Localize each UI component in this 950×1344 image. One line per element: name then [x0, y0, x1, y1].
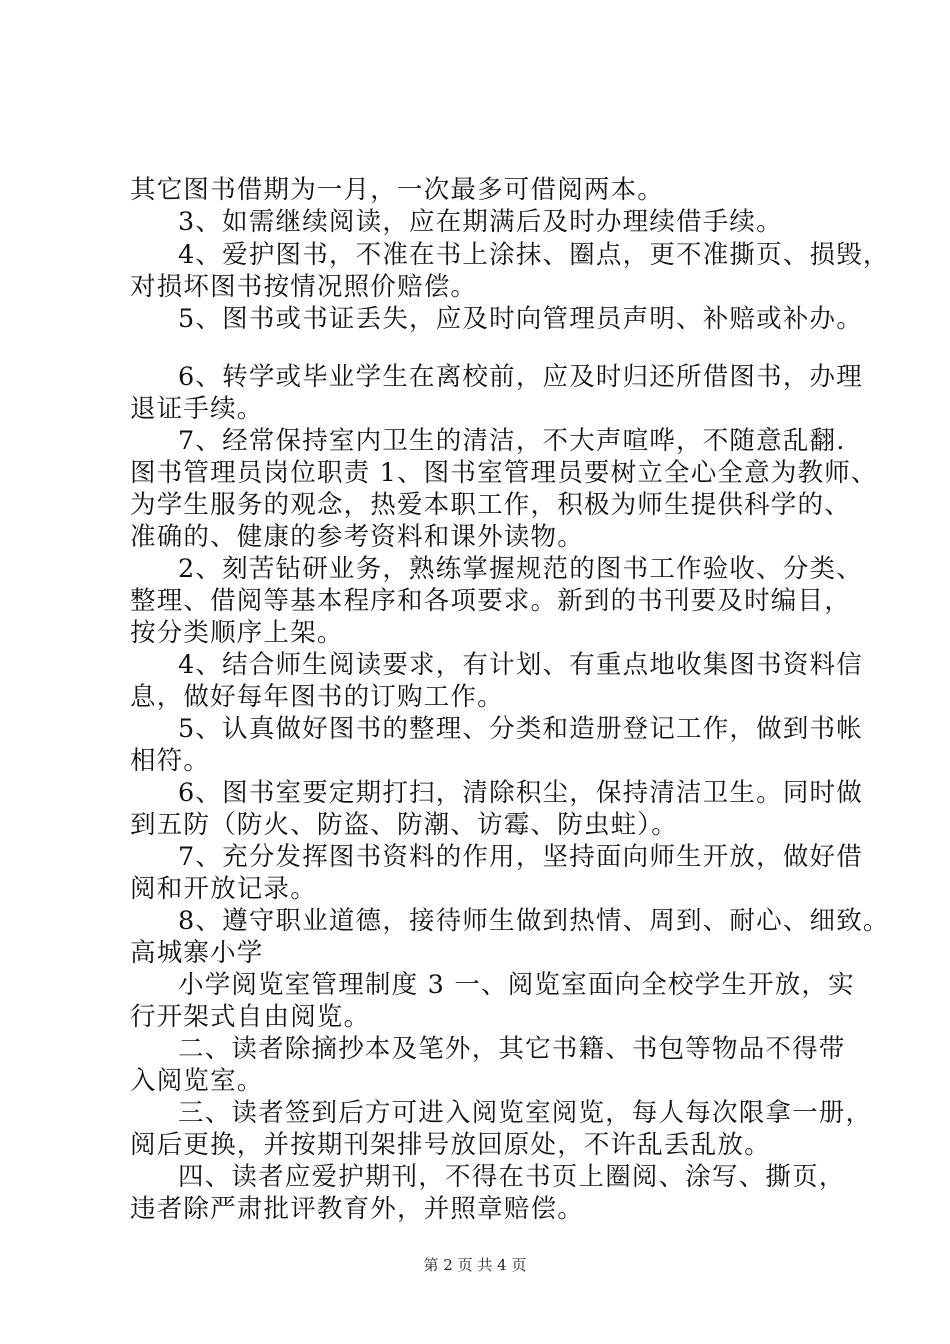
text-line: 三、读者签到后方可进入阅览室阅览，每人每次限拿一册，: [178, 1098, 873, 1128]
text-line: 4、爱护图书，不准在书上涂抹、圈点，更不准撕页、损毁，: [178, 240, 890, 270]
text-line: 按分类顺序上架。: [130, 618, 344, 648]
text-line: 5、图书或书证丢失，应及时向管理员声明、补赔或补办。: [178, 304, 863, 334]
text-line: 行开架式自由阅览。: [130, 1002, 371, 1032]
text-line: 违者除严肃批评教育外，并照章赔偿。: [130, 1194, 584, 1224]
text-line: 阅和开放记录。: [130, 874, 317, 904]
text-line: 为学生服务的观念，热爱本职工作，积极为师生提供科学的、: [130, 490, 851, 520]
text-line: 5、认真做好图书的整理、分类和造册登记工作，做到书帐: [178, 714, 863, 744]
text-line: 对损坏图书按情况照价赔偿。: [130, 272, 478, 302]
text-line: 相符。: [130, 746, 211, 776]
text-line: 2、刻苦钻研业务，熟练掌握规范的图书工作验收、分类、: [178, 554, 863, 584]
text-line: 整理、借阅等基本程序和各项要求。新到的书刊要及时编目，: [130, 586, 851, 616]
text-line: 8、遵守职业道德，接待师生做到热情、周到、耐心、细致。: [178, 906, 890, 936]
text-line: 3、如需继续阅读，应在期满后及时办理续借手续。: [178, 207, 783, 237]
text-line: 高城寨小学: [130, 938, 264, 968]
text-line: 7、充分发挥图书资料的作用，坚持面向师生开放，做好借: [178, 842, 863, 872]
text-line: 图书管理员岗位职责 1、图书室管理员要树立全心全意为教师、: [130, 458, 878, 488]
text-line: 到五防（防火、防盗、防潮、访霉、防虫蛀）。: [130, 810, 678, 840]
text-line: 小学阅览室管理制度 3 一、阅览室面向全校学生开放，实: [178, 970, 855, 1000]
text-line: 息，做好每年图书的订购工作。: [130, 682, 504, 712]
text-line: 6、图书室要定期打扫，清除积尘，保持清洁卫生。同时做: [178, 778, 863, 808]
text-line: 准确的、健康的参考资料和课外读物。: [130, 522, 584, 552]
text-line: 7、经常保持室内卫生的清洁，不大声喧哗，不随意乱翻.: [178, 426, 846, 456]
text-line: 退证手续。: [130, 394, 264, 424]
text-line: 阅后更换，并按期刊架排号放回原处，不许乱丢乱放。: [130, 1130, 771, 1160]
text-line: 其它图书借期为一月，一次最多可借阅两本。: [130, 175, 665, 205]
text-line: 二、读者除摘抄本及笔外，其它书籍、书包等物品不得带: [178, 1034, 846, 1064]
text-line: 4、结合师生阅读要求，有计划、有重点地收集图书资料信: [178, 650, 863, 680]
page-number-footer: 第 2 页 共 4 页: [423, 1256, 527, 1274]
text-line: 入阅览室。: [130, 1066, 264, 1096]
text-line: 四、读者应爱护期刊，不得在书页上圈阅、涂写、撕页，: [178, 1162, 846, 1192]
text-line: 6、转学或毕业学生在离校前，应及时归还所借图书，办理: [178, 362, 863, 392]
